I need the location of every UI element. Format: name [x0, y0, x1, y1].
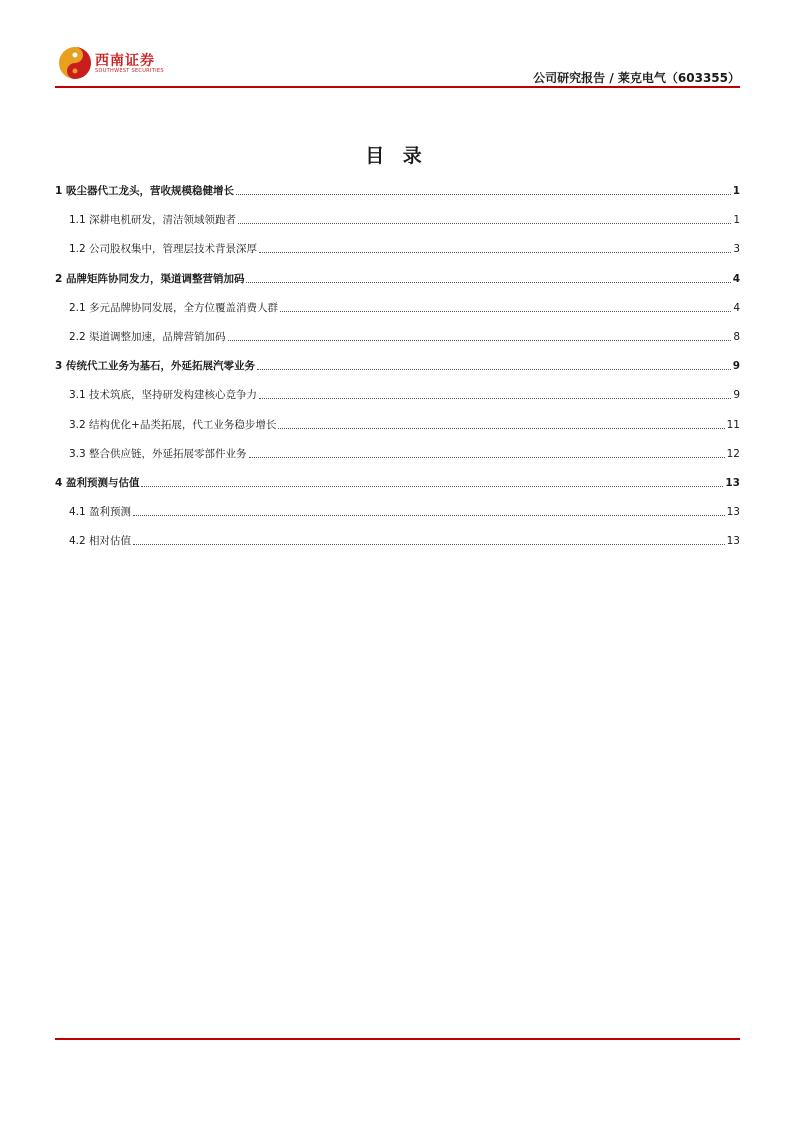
toc-entry-text: 4.2 相对估值: [69, 535, 132, 548]
toc-entry-text: 4 盈利预测与估值: [55, 477, 140, 489]
toc-leader-dots: [280, 310, 731, 312]
toc-leader-dots: [236, 193, 731, 195]
toc-entry-text: 3.2 结构优化+品类拓展，代工业务稳步增长: [69, 418, 277, 431]
toc-entry-text: 3.3 整合供应链，外延拓展零部件业务: [69, 447, 247, 460]
toc-leader-dots: [141, 485, 723, 487]
toc-entry[interactable]: [55, 268, 740, 286]
company-logo: [55, 40, 185, 88]
logo-name-cn: 西南证券: [95, 53, 155, 69]
toc-leader-dots: [228, 339, 732, 341]
toc-entry-page: 11: [726, 418, 740, 431]
toc-leader-dots: [133, 543, 725, 545]
toc-leader-dots: [259, 397, 731, 399]
toc-entry-page: 8: [733, 331, 740, 343]
toc-entry-page: 9: [732, 360, 740, 373]
toc-leader-dots: [249, 456, 725, 458]
page-header: [55, 40, 740, 88]
toc-entry-page: 4: [733, 301, 740, 314]
toc-entry[interactable]: [55, 501, 740, 519]
toc-entry[interactable]: [55, 443, 740, 461]
logo-name-en: SOUTHWEST SECURITIES: [95, 68, 164, 74]
toc-entry-text: 1.1 深耕电机研发，清洁领域领跑者: [69, 214, 237, 227]
toc-entry-text: 1 吸尘器代工龙头，营收规模稳健增长: [55, 185, 234, 197]
toc-entry-page: 3: [733, 243, 740, 256]
logo-emblem-icon: [58, 46, 92, 80]
toc-entry[interactable]: [55, 384, 740, 402]
toc-entry-page: 4: [732, 272, 740, 285]
toc-leader-dots: [246, 281, 730, 283]
toc-entry-text: 2.1 多元品牌协同发展，全方位覆盖消费人群: [69, 301, 279, 314]
toc-entry[interactable]: [55, 209, 740, 227]
toc-leader-dots: [259, 251, 731, 253]
toc-entry[interactable]: [55, 472, 740, 490]
toc-entry[interactable]: [55, 297, 740, 315]
toc-entry[interactable]: [55, 414, 740, 432]
toc-leader-dots: [278, 427, 724, 429]
toc-leader-dots: [257, 368, 731, 370]
toc-entry-text: 3 传统代工业务为基石，外延拓展汽零业务: [55, 360, 255, 373]
toc-entry-page: 13: [726, 506, 740, 519]
toc-entry-text: 4.1 盈利预测: [69, 506, 132, 519]
toc-entry-page: 13: [725, 477, 740, 489]
toc-entry-text: 1.2 公司股权集中，管理层技术背景深厚: [69, 243, 258, 256]
toc-entry-page: 1: [733, 214, 740, 227]
toc-title: 目 录: [365, 145, 428, 167]
toc-entry-page: 12: [726, 447, 740, 460]
toc-entry[interactable]: [55, 238, 740, 256]
toc-entry[interactable]: [55, 326, 740, 344]
toc-entry-text: 2 品牌矩阵协同发力，渠道调整营销加码: [55, 272, 245, 285]
footer-divider: [55, 1038, 740, 1040]
toc-entry[interactable]: [55, 355, 740, 373]
toc-entry-text: 2.2 渠道调整加速，品牌营销加码: [69, 331, 226, 343]
toc-entry-page: 1: [732, 185, 740, 197]
toc-leader-dots: [238, 222, 731, 224]
toc-entry-text: 3.1 技术筑底，坚持研发构建核心竞争力: [69, 389, 258, 402]
toc-entry[interactable]: [55, 180, 740, 198]
report-label: 公司研究报告 / 莱克电气（603355）: [533, 71, 740, 85]
toc-entry-page: 13: [726, 535, 740, 548]
toc-entry-page: 9: [733, 389, 740, 402]
toc-entry[interactable]: [55, 530, 740, 548]
toc-leader-dots: [133, 514, 725, 516]
header-divider: [55, 86, 740, 88]
